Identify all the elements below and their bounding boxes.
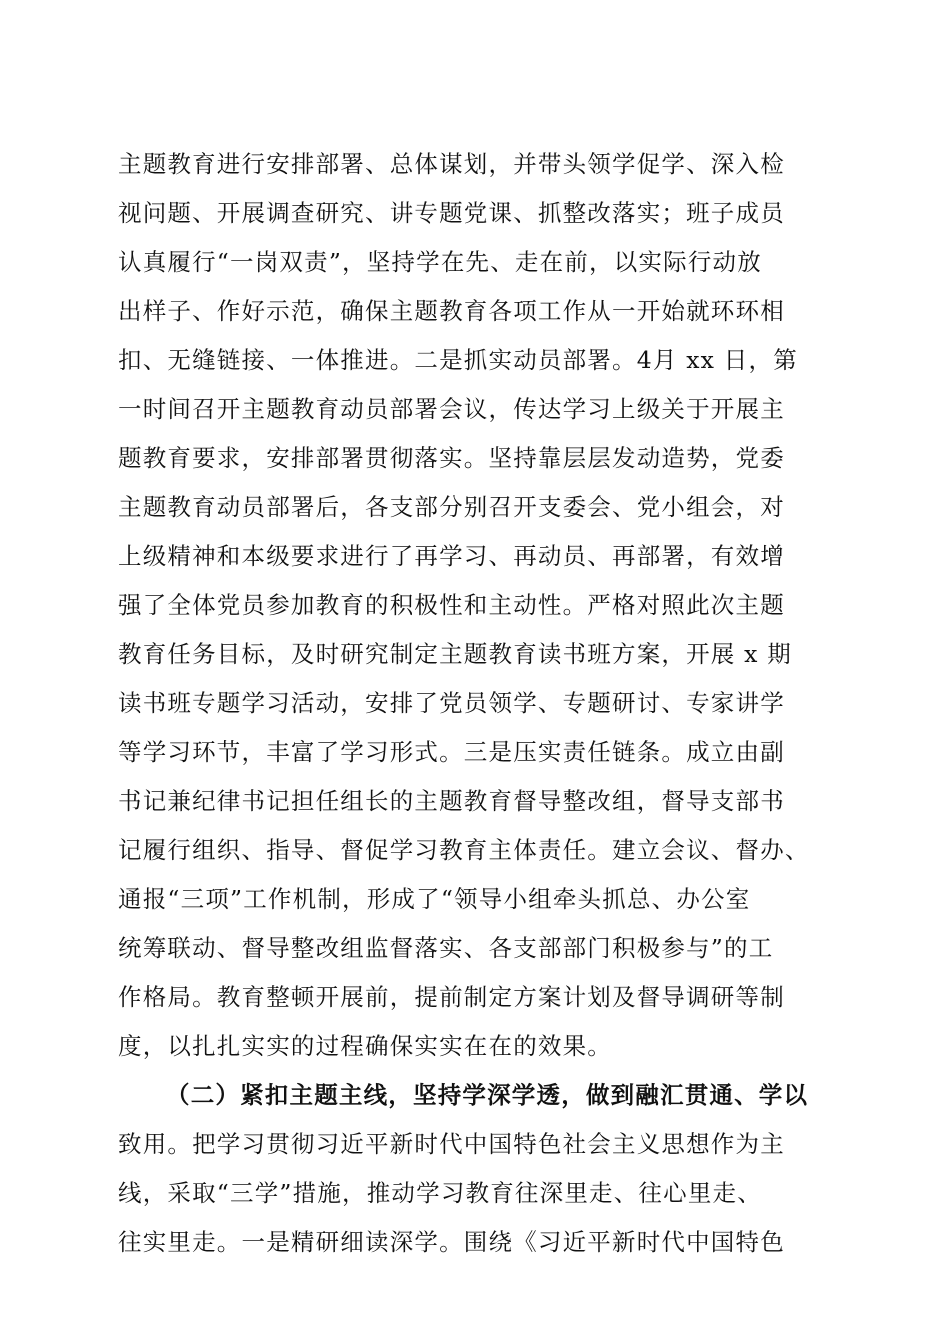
text-line: 主题教育进行安排部署、总体谋划，并带头领学促学、深入检 (118, 150, 785, 178)
text-line: 度，以扎扎实实的过程确保实实在在的效果。 (118, 1032, 612, 1060)
text-line: 视问题、开展调查研究、讲专题党课、抓整改落实；班子成员 (118, 199, 785, 227)
text-line: 教育任务目标，及时研究制定主题教育读书班方案，开展 x 期 (118, 640, 792, 668)
text-line: 通报“三项”工作机制，形成了“领导小组牵头抓总、办公室 (118, 885, 751, 913)
text-line: 读书班专题学习活动，安排了党员领学、专题研讨、专家讲学 (118, 689, 785, 717)
text-line: 书记兼纪律书记担任组长的主题教育督导整改组，督导支部书 (118, 787, 785, 815)
text-line: 作格局。教育整顿开展前，提前制定方案计划及督导调研等制 (118, 983, 785, 1011)
text-line: 强了全体党员参加教育的积极性和主动性。严格对照此次主题 (118, 591, 785, 619)
section-heading: （二）紧扣主题主线，坚持学深学透，做到融汇贯通、学以 (166, 1081, 809, 1109)
text-line: 主题教育动员部署后，各支部分别召开支委会、党小组会，对 (118, 493, 785, 521)
text-line: 扣、无缝链接、一体推进。二是抓实动员部署。4月 xx 日，第 (118, 346, 798, 374)
text-line: 记履行组织、指导、督促学习教育主体责任。建立会议、督办、 (118, 836, 810, 864)
text-line: 一时间召开主题教育动员部署会议，传达学习上级关于开展主 (118, 395, 785, 423)
text-line: 出样子、作好示范，确保主题教育各项工作从一开始就环环相 (118, 297, 785, 325)
text-line: 等学习环节，丰富了学习形式。三是压实责任链条。成立由副 (118, 738, 785, 766)
text-line: 上级精神和本级要求进行了再学习、再动员、再部署，有效增 (118, 542, 785, 570)
text-line: 认真履行“一岗双责”，坚持学在先、走在前，以实际行动放 (118, 248, 762, 276)
text-line: 统筹联动、督导整改组监督落实、各支部部门积极参与”的工 (118, 934, 774, 962)
text-line: 往实里走。一是精研细读深学。围绕《习近平新时代中国特色 (118, 1228, 785, 1256)
body-text (118, 140, 838, 1267)
text-line: 线，采取“三学”措施，推动学习教育往深里走、往心里走、 (118, 1179, 762, 1207)
text-line: 致用。把学习贯彻习近平新时代中国特色社会主义思想作为主 (118, 1130, 785, 1158)
text-line: 题教育要求，安排部署贯彻落实。坚持靠层层发动造势，党委 (118, 444, 785, 472)
